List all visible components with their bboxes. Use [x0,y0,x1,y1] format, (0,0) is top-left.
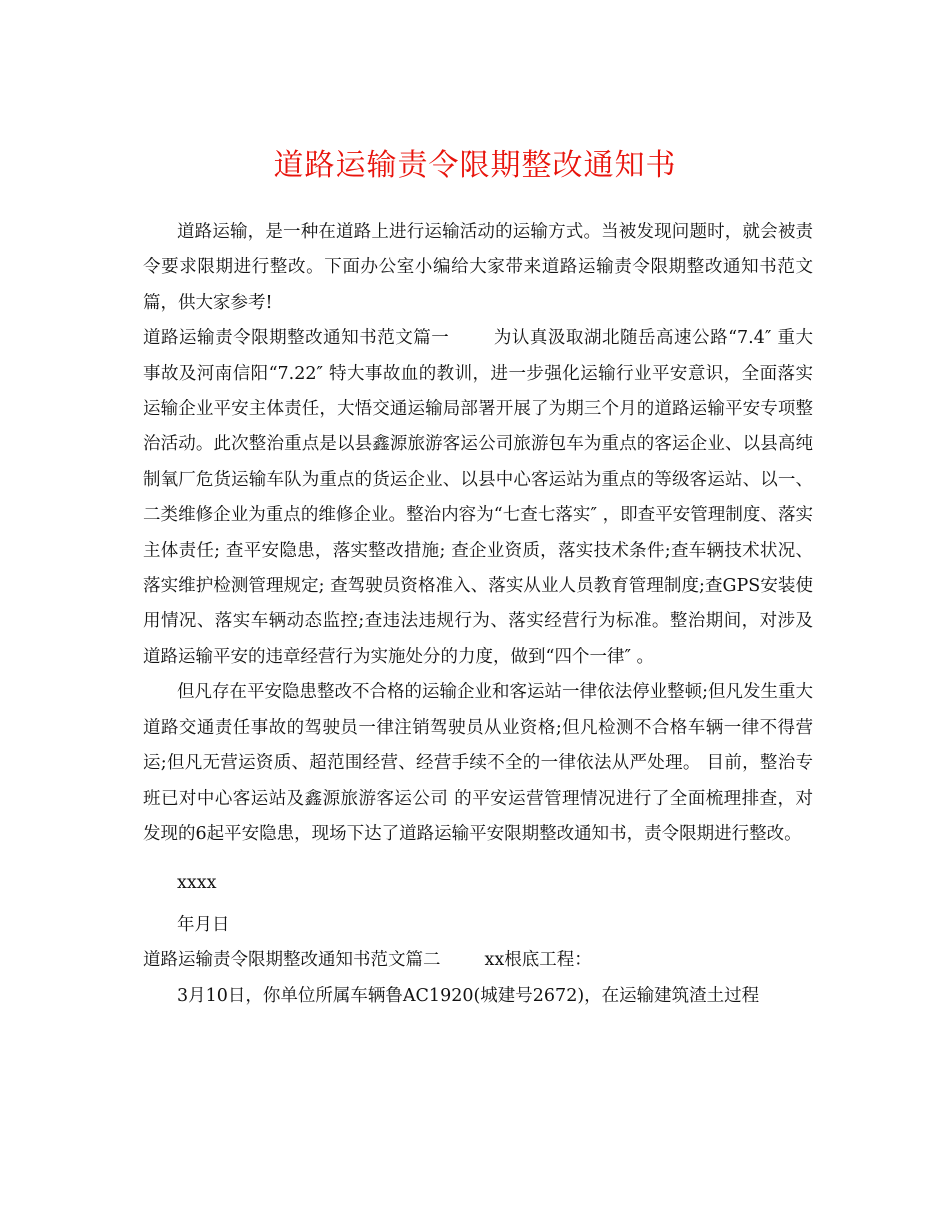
document-title: 道路运输责令限期整改通知书 [273,148,677,183]
document-body [143,215,813,1014]
sample2-recipient: xx根底工程： [484,950,592,971]
sample2-heading: 道路运输责令限期整改通知书范文篇二 [143,950,441,971]
sample2-body: 3月10日，你单位所属车辆鲁AC1920(城建号2672)，在运输建筑渣土过程 [177,985,760,1006]
sample1-heading: 道路运输责令限期整改通知书范文篇一 [143,328,450,349]
intro-paragraph: 道路运输，是一种在道路上进行运输活动的运输方式。当被发现问题时，就会被责令要求限期进行整改。下面办公室小编给大家带来道路运输责令限期整改通知书范文篇，供大家参考! [143,222,813,313]
date-line: 年月日 [177,914,230,935]
signature: xxxx [177,873,217,894]
second-paragraph: 但凡存在平安隐患整改不合格的运输企业和客运站一律依法停业整顿;但凡发生重大道路交通责任事故的驾驶员一律注销驾驶员从业资格;但凡检测不合格车辆一律不得营运;但凡无营运资质、超范围经营、经营手续不全的一律依法从严处理。 目前，整治专班已对中心客运站及鑫源旅游客运公司 的平安运营管理情况进行了全面梳理排查，对发现的6起平安隐患，现场下达了道路运输平安限期整改通知书，责令限期进行整改。 [143,682,813,844]
sample1-body: 为认真汲取湖北随岳高速公路“7.4″ 重大事故及河南信阳“7.22″ 特大事故血的教训，进一步强化运输行业平安意识，全面落实运输企业平安主体责任，大悟交通运输局部署开展了为期三个月的道路运输平安专项整治活动。此次整治重点是以县鑫源旅游客运公司旅游包车为重点的客运企业、以县高纯制氧厂危货运输车队为重点的货运企业、以县中心客运站为重点的等级客运站、以一、二类维修企业为重点的维修企业。整治内容为“七查七落实″ ，即查平安管理制度、落实主体责任; 查平安隐患，落实整改措施; 查企业资质，落实技术条件;查车辆技术状况、落实维护检测管理规定; 查驾驶员资格准入、落实从业人员教育管理制度;查GPS安装使用情况、落实车辆动态监控;查违法违规行为、落实经营行为标准。整治期间，对涉及道路运输平安的违章经营行为实施处分的力度，做到“四个一律″ 。 [143,328,813,667]
sample2-paragraph [143,943,813,978]
sample1-paragraph [143,321,813,675]
